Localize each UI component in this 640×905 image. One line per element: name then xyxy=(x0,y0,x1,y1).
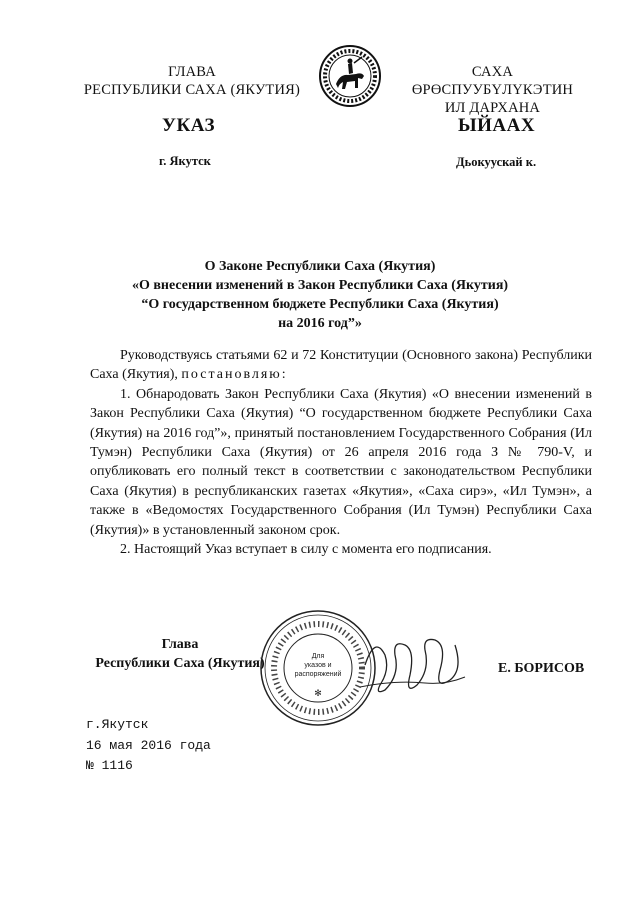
stamp-line-2: указов и xyxy=(304,662,332,669)
stamp-line-3: распоряжений xyxy=(294,671,342,678)
preamble-end: : xyxy=(281,367,286,383)
preamble-text: Руководствуясь статьями 62 и 72 Конституции (Основного закона) Республики Саха (Якутия), xyxy=(90,348,592,383)
registration-footer xyxy=(86,715,211,777)
signatory-name: Е. БОРИСОВ xyxy=(498,661,585,676)
svg-text:✻: ✻ xyxy=(314,688,322,698)
footer-number: № 1116 xyxy=(86,758,133,773)
issuer-sakha-line-2: ИЛ ДАРХАНА xyxy=(444,100,541,116)
title-line-2: «О внесении изменений в Закон Республики Саха (Якутия) xyxy=(131,278,509,293)
title-line-3: “О государственном бюджете Республики Саха (Якутия) xyxy=(141,297,499,312)
issuer-line-2: РЕСПУБЛИКИ САХА (ЯКУТИЯ) xyxy=(83,82,301,98)
document-type-sakha: ЫЙААХ xyxy=(458,115,536,136)
title-line-4: на 2016 год”» xyxy=(278,316,362,331)
document-title xyxy=(100,257,540,333)
footer-date: 16 мая 2016 года xyxy=(86,737,211,753)
decree-body xyxy=(90,346,592,559)
document-type-ru: УКАЗ xyxy=(162,115,215,136)
issuer-sakha-line-1: САХА ӨРӨСПУУБҮЛҮКЭТИН xyxy=(411,64,574,98)
title-line-1: О Законе Республики Саха (Якутия) xyxy=(204,259,436,274)
signatory-line-1: Глава xyxy=(161,637,199,652)
handwritten-signature xyxy=(355,625,470,710)
clause-1: 1. Обнародовать Закон Республики Саха (Якутия) «О внесении изменений в Закон Республики Саха (Якутия) “О государственном бюджете Республики Саха (Якутия) на 2016 год”», принятый постановлением Государственного Собрания (Ил Тумэн) Республики Саха (Якутия) от 26 апреля 2016 года З № 790-V, и опубликовать его полный текст в соответствии с законодательством Республики Саха (Якутия) в республиканских газетах «Якутия», «Саха сирэ», «Ил Тумэн», а также в «Ведомостях Государственного Собрания (Ил Тумэн) Республики Саха (Якутия)» в установленный законом срок. xyxy=(90,386,592,538)
issuer-line-1: ГЛАВА xyxy=(168,64,216,80)
issuer-title-ru xyxy=(82,63,302,99)
coat-of-arms-icon xyxy=(318,44,382,108)
place-sakha: Дьокуускай к. xyxy=(456,155,537,169)
signatory-title xyxy=(90,635,270,673)
resolve-word: постановляю xyxy=(181,367,282,383)
footer-city: г.Якутск xyxy=(86,717,149,732)
stamp-line-1: Для xyxy=(311,653,325,660)
issuer-title-sakha xyxy=(390,63,595,117)
clause-2: 2. Настоящий Указ вступает в силу с момента его подписания. xyxy=(120,542,492,558)
signatory-line-2: Республики Саха (Якутия) xyxy=(95,656,265,671)
preamble-paragraph xyxy=(90,346,592,385)
place-ru: г. Якутск xyxy=(159,154,211,168)
